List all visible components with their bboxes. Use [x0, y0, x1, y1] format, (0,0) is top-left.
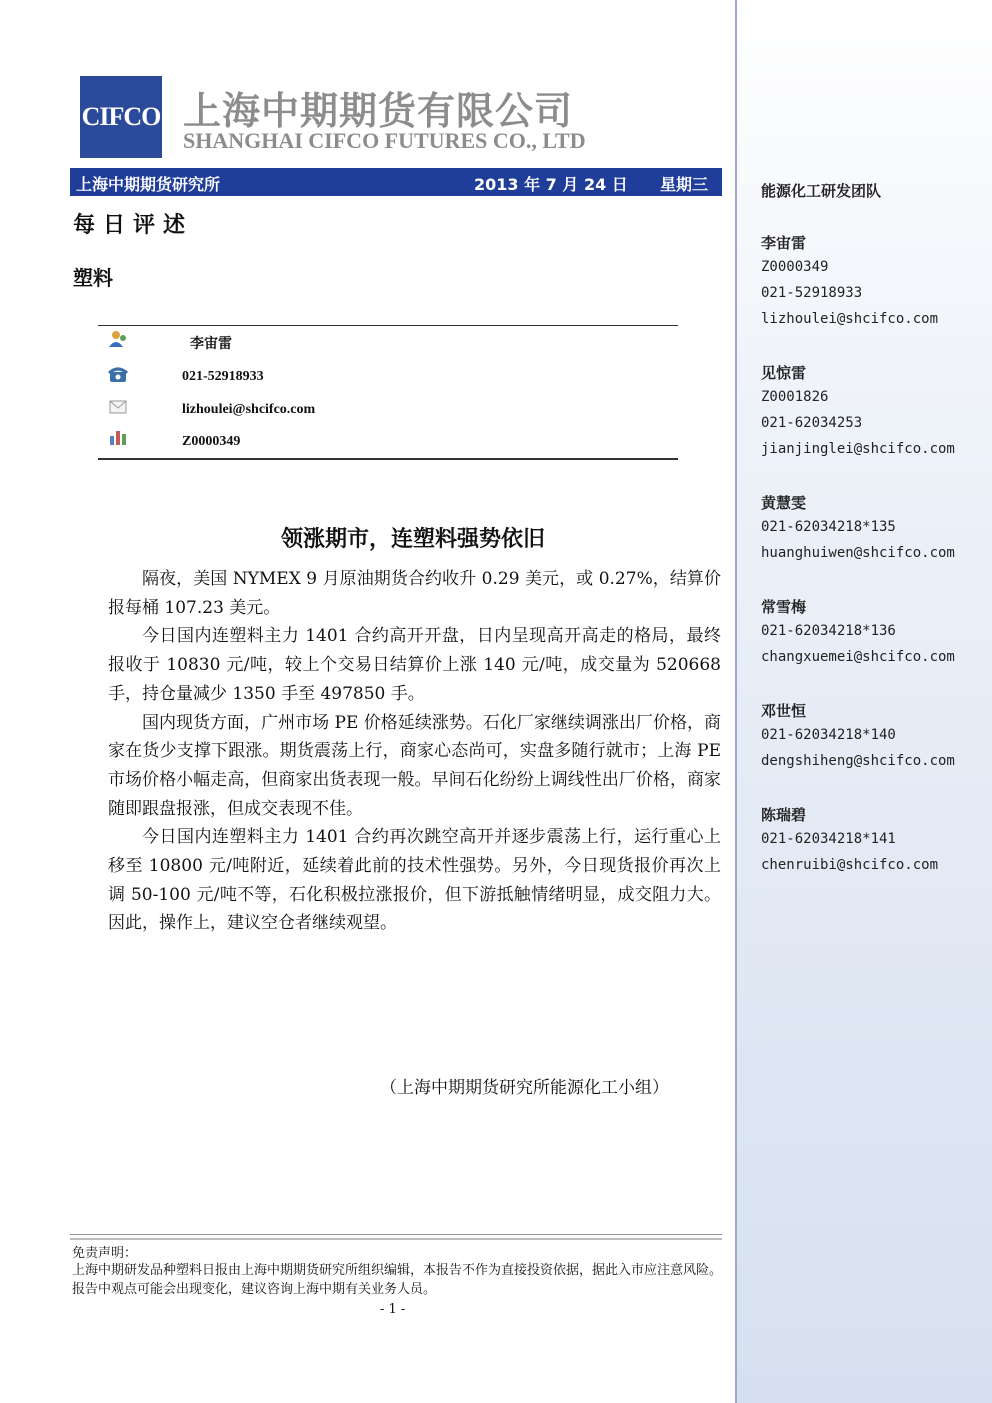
member-phone: 021-62034218*140 [761, 727, 896, 743]
company-logo: CIFCO [80, 76, 162, 158]
telephone-icon [108, 366, 128, 384]
member-name: 陈瑞碧 [761, 806, 807, 824]
member-email[interactable]: jianjinglei@shcifco.com [761, 441, 955, 457]
member-email[interactable]: lizhoulei@shcifco.com [761, 311, 939, 327]
research-team-sidebar [735, 0, 992, 1403]
disclaimer-title: 免责声明： [72, 1246, 138, 1261]
article-signature: （上海中期期货研究所能源化工小组） [380, 1078, 669, 1098]
member-license: Z0000349 [761, 259, 829, 275]
page-heading: 每日评述 [73, 212, 194, 238]
member-email[interactable]: chenruibi@shcifco.com [761, 857, 939, 873]
article-body [108, 565, 721, 938]
disclaimer-text: 上海中期研发品种塑料日报由上海中期期货研究所组织编辑，本报告不作为直接投资依据，据此入市应注意风险。报告中观点可能会出现变化，建议咨询上海中期有关业务人员。 [72, 1263, 723, 1297]
contact-phone: 021-52918933 [182, 369, 264, 384]
member-phone: 021-52918933 [761, 285, 863, 301]
member-email[interactable]: changxuemei@shcifco.com [761, 649, 955, 665]
article-paragraph: 国内现货方面，广州市场 PE 价格延续涨势。石化厂家继续调涨出厂价格，商家在货少支撑下跟涨。期货震荡上行，商家心态尚可，实盘多随行就市；上海 PE 市场价格小幅走高，但商家出货表现一般。早间石化纷纷上调线性出厂价格，商家随即跟盘报涨，但成交表现不佳。 [108, 712, 721, 819]
member-email[interactable]: huanghuiwen@shcifco.com [761, 545, 955, 561]
report-date: 2013 年 7 月 24 日 [474, 175, 628, 194]
member-name: 见惊雷 [761, 364, 807, 382]
footer-divider [70, 1234, 722, 1240]
contact-divider-top [98, 325, 678, 326]
person-icon [108, 330, 128, 348]
company-name-en: SHANGHAI CIFCO FUTURES CO., LTD [183, 128, 586, 153]
member-name: 李宙雷 [761, 234, 807, 252]
member-name: 邓世恒 [761, 702, 807, 720]
article-title: 领涨期市，连塑料强势依旧 [280, 526, 545, 552]
company-name-cn: 上海中期期货有限公司 [183, 89, 574, 133]
member-name: 常雪梅 [761, 598, 807, 616]
member-email[interactable]: dengshiheng@shcifco.com [761, 753, 955, 769]
report-weekday: 星期三 [660, 175, 709, 194]
article-paragraph: 今日国内连塑料主力 1401 合约再次跳空高开并逐步震荡上行，运行重心上移至 10800 元/吨附近，延续着此前的技术性强势。另外，今日现货报价再次上调 50-100 元/吨不等，石化积极拉涨报价，但下游抵触情绪明显，成交阻力大。因此，操作上，建议空仓者继续观望。 [108, 827, 721, 934]
sidebar-title: 能源化工研发团队 [761, 182, 882, 200]
article-paragraph: 隔夜，美国 NYMEX 9 月原油期货合约收升 0.29 美元，或 0.27%，结算价报每桶 107.23 美元。 [108, 569, 721, 618]
contact-divider-bottom [98, 458, 678, 460]
contact-license: Z0000349 [182, 434, 241, 449]
section-title: 塑料 [73, 266, 113, 290]
contact-email[interactable]: lizhoulei@shcifco.com [182, 402, 316, 417]
member-license: Z0001826 [761, 389, 829, 405]
article-paragraph: 今日国内连塑料主力 1401 合约高开开盘，日内呈现高开高走的格局，最终报收于 10830 元/吨，较上个交易日结算价上涨 140 元/吨，成交量为 520668 手，持仓量减少 1350 手至 497850 手。 [108, 626, 721, 704]
member-phone: 021-62034218*135 [761, 519, 896, 535]
page-number: - 1 - [380, 1302, 406, 1317]
header-bar [70, 168, 722, 196]
bar-chart-icon [108, 428, 128, 446]
institute-name: 上海中期期货研究所 [76, 175, 221, 194]
email-icon [108, 398, 128, 416]
contact-name: 李宙雷 [190, 337, 232, 352]
member-phone: 021-62034253 [761, 415, 863, 431]
member-phone: 021-62034218*136 [761, 623, 896, 639]
member-name: 黄慧雯 [761, 494, 807, 512]
member-phone: 021-62034218*141 [761, 831, 896, 847]
